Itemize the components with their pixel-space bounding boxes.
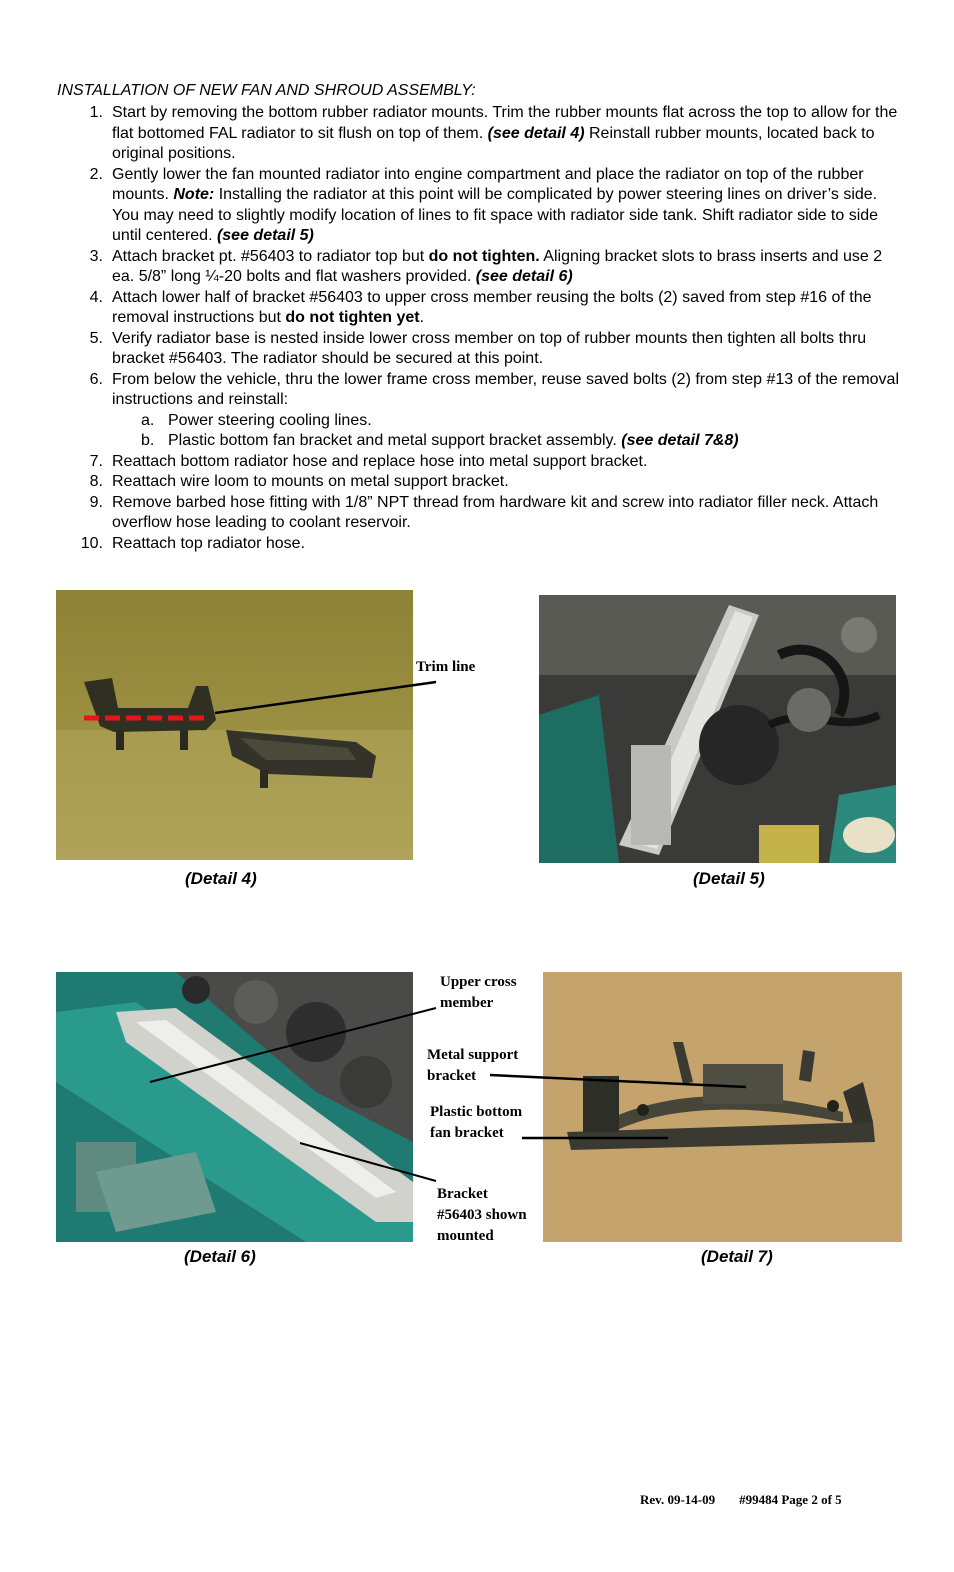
step-number: 9. [89, 493, 103, 511]
step-number: 2. [89, 165, 103, 183]
detail-reference: Note: [173, 186, 215, 203]
trim-line-label: Trim line [416, 659, 476, 675]
step-text: Power steering cooling lines. [168, 411, 372, 429]
step-text: Start by removing the bottom rubber radiator mounts. Trim the rubber mounts flat across the top to allow for the flat bottomed FAL radiator to sit flush on top of them. [112, 104, 898, 142]
step-number: 7. [89, 452, 103, 470]
bracket-56403-pointer [300, 1143, 436, 1181]
step-text: Reinstall rubber mounts, located back to original positions. [112, 124, 875, 162]
step-text: Plastic bottom fan bracket and metal support bracket assembly. [168, 432, 622, 449]
upper-cross-member-pointer [150, 1008, 436, 1082]
step-text: Reattach wire loom to mounts on metal support bracket. [112, 473, 509, 490]
metal-support-bracket-label-line-1: Metal support [427, 1047, 519, 1063]
detail-4-caption: (Detail 4) [185, 869, 257, 888]
page-number: #99484 Page 2 of 5 [739, 1492, 842, 1507]
step-text: Attach lower half of bracket #56403 to upper cross member reusing the bolts (2) saved from step #16 of the removal instructions but [112, 288, 872, 326]
upper-cross-member-label-line-1: Upper cross [440, 974, 517, 990]
revision-date: Rev. 09-14-09 [640, 1492, 716, 1507]
step-number: 6. [89, 370, 103, 388]
detail-reference: (see detail 4) [487, 124, 585, 142]
detail-5-caption: (Detail 5) [693, 869, 765, 888]
step-number: 1. [89, 104, 103, 121]
detail-7-caption: (Detail 7) [701, 1247, 773, 1266]
page-footer [640, 1492, 842, 1508]
detail-reference: (see detail 5) [216, 227, 314, 244]
emphasis-text: do not tighten. [428, 247, 540, 265]
emphasis-text: do not tighten yet [285, 309, 420, 326]
bracket-56403-label-line-3: mounted [437, 1228, 494, 1244]
plastic-bottom-fan-bracket-label-line-2: fan bracket [430, 1125, 504, 1141]
step-number: 10. [80, 534, 103, 552]
step-text: Remove barbed hose fitting with 1/8” NPT thread from hardware kit and screw into radiator filler neck. Attach overflow hose leading to coolant reservoir. [112, 493, 879, 531]
upper-cross-member-label-line-2: member [440, 995, 494, 1011]
step-text: Reattach top radiator hose. [112, 534, 306, 552]
section-heading: INSTALLATION OF NEW FAN AND SHROUD ASSEMBLY: [57, 82, 476, 99]
step-text: Gently lower the fan mounted radiator into engine compartment and place the radiator on top of the rubber mounts. [112, 165, 864, 203]
metal-support-bracket-label-line-2: bracket [427, 1068, 477, 1084]
plastic-bottom-fan-bracket-label-line-1: Plastic bottom [430, 1104, 523, 1120]
step-text: Verify radiator base is nested inside lower cross member on top of rubber mounts then tighten all bolts thru bracket #56403. The radiator should be secured at this point. [112, 329, 867, 367]
detail-reference: (see detail 6) [475, 268, 573, 285]
bracket-56403-label-line-2: #56403 shown [437, 1207, 527, 1223]
step-text: Installing the radiator at this point will be complicated by power steering lines on driver’s side. You may need to slightly modify location of lines to fit space with radiator side tank. Shift radiator side to side until centered. [112, 186, 879, 244]
sub-step-letter: b. [141, 432, 155, 449]
step-number: 5. [89, 329, 103, 347]
step-text: From below the vehicle, thru the lower frame cross member, reuse saved bolts (2) from step #13 of the removal instructions and reinstall: [112, 370, 899, 408]
bracket-56403-label-line-1: Bracket [437, 1186, 488, 1202]
trim-line-pointer [215, 682, 436, 713]
step-text: Attach bracket pt. #56403 to radiator top but [112, 247, 429, 265]
step-number: 4. [89, 288, 103, 306]
detail-reference: (see detail 7&8) [621, 432, 739, 449]
step-text: Aligning bracket slots to brass inserts and use 2 ea. 5/8” long ¼-20 bolts and flat washers provided. [112, 247, 883, 285]
step-number: 3. [89, 247, 103, 265]
detail-6-caption: (Detail 6) [184, 1247, 256, 1266]
step-text: . [419, 309, 425, 326]
sub-step-letter: a. [141, 411, 155, 429]
metal-support-bracket-pointer [490, 1075, 746, 1087]
step-number: 8. [89, 473, 103, 490]
step-text: Reattach bottom radiator hose and replace hose into metal support bracket. [112, 452, 648, 470]
